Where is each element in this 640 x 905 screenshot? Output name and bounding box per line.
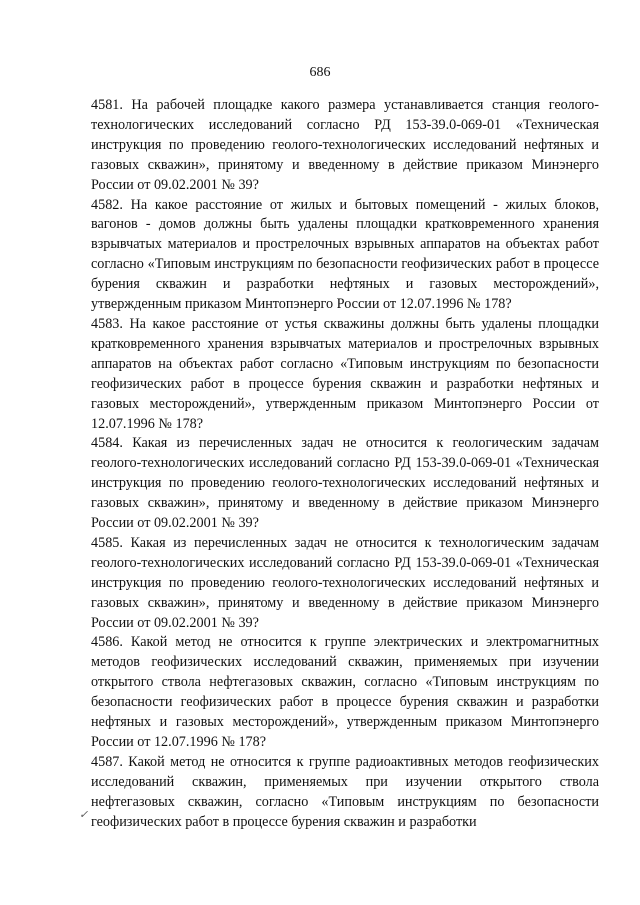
handwritten-mark-icon: ✓ xyxy=(79,809,89,821)
question-4585: 4585. Какая из перечисленных задач не относится к технологическим задачам геолого-технологических исследований согласно РД 153-39.0-069-01 «Техническая инструкция по проведению геолого-технологических исследований нефтяных и газовых скважин», принятому и введенному в действие приказом Минэнерго России от 09.02.2001 № 39? xyxy=(91,534,599,631)
question-4586: 4586. Какой метод не относится к группе электрических и электромагнитных методов геофизических исследований скважин, применяемых при изучении открытого ствола нефтегазовых скважин, согласно «Типовым инструкциям по безопасности геофизических работ в процессе бурения скважин и разработки нефтяных и газовых месторождений», утвержденным приказом Минтопэнерго России от 12.07.1996 № 178? xyxy=(91,634,599,750)
question-4582: 4582. На какое расстояние от жилых и бытовых помещений - жилых блоков, вагонов - домов должны быть удалены площадки кратковременного хранения взрывчатых материалов и прострелочных взрывных аппаратов на объектах работ согласно «Типовым инструкциям по безопасности геофизических работ в процессе бурения скважин и разработки нефтяных и газовых месторождений», утвержденным приказом Минтопэнерго России от 12.07.1996 № 178? xyxy=(91,196,599,313)
question-4587: 4587. Какой метод не относится к группе радиоактивных методов геофизических исследований скважин, применяемых при изучении открытого ствола нефтегазовых скважин, согласно «Типовым инструкциям по безопасности геофизических работ в процессе бурения скважин и разработки xyxy=(91,753,599,830)
question-4581: 4581. На рабочей площадке какого размера устанавливается станция геолого-технологических исследований согласно РД 153-39.0-069-01 «Техническая инструкция по проведению геолого-технологических исследований нефтяных и газовых скважин», принятому и введенному в действие приказом Минэнерго России от 09.02.2001 № 39? xyxy=(91,97,599,193)
page-number: 686 xyxy=(309,65,331,80)
question-list xyxy=(91,96,599,833)
question-4583: 4583. На какое расстояние от устья скважины должны быть удалены площадки кратковременного хранения взрывчатых материалов и прострелочных взрывных аппаратов на объектах работ согласно «Типовым инструкциям по безопасности геофизических работ в процессе бурения скважин и разработки нефтяных и газовых месторождений», утвержденным приказом Минтопэнерго России от 12.07.1996 № 178? xyxy=(91,315,599,432)
question-4584: 4584. Какая из перечисленных задач не относится к геологическим задачам геолого-технологических исследований согласно РД 153-39.0-069-01 «Техническая инструкция по проведению геолого-технологических исследований нефтяных и газовых скважин», принятому и введенному в действие приказом Минэнерго России от 09.02.2001 № 39? xyxy=(91,435,599,532)
